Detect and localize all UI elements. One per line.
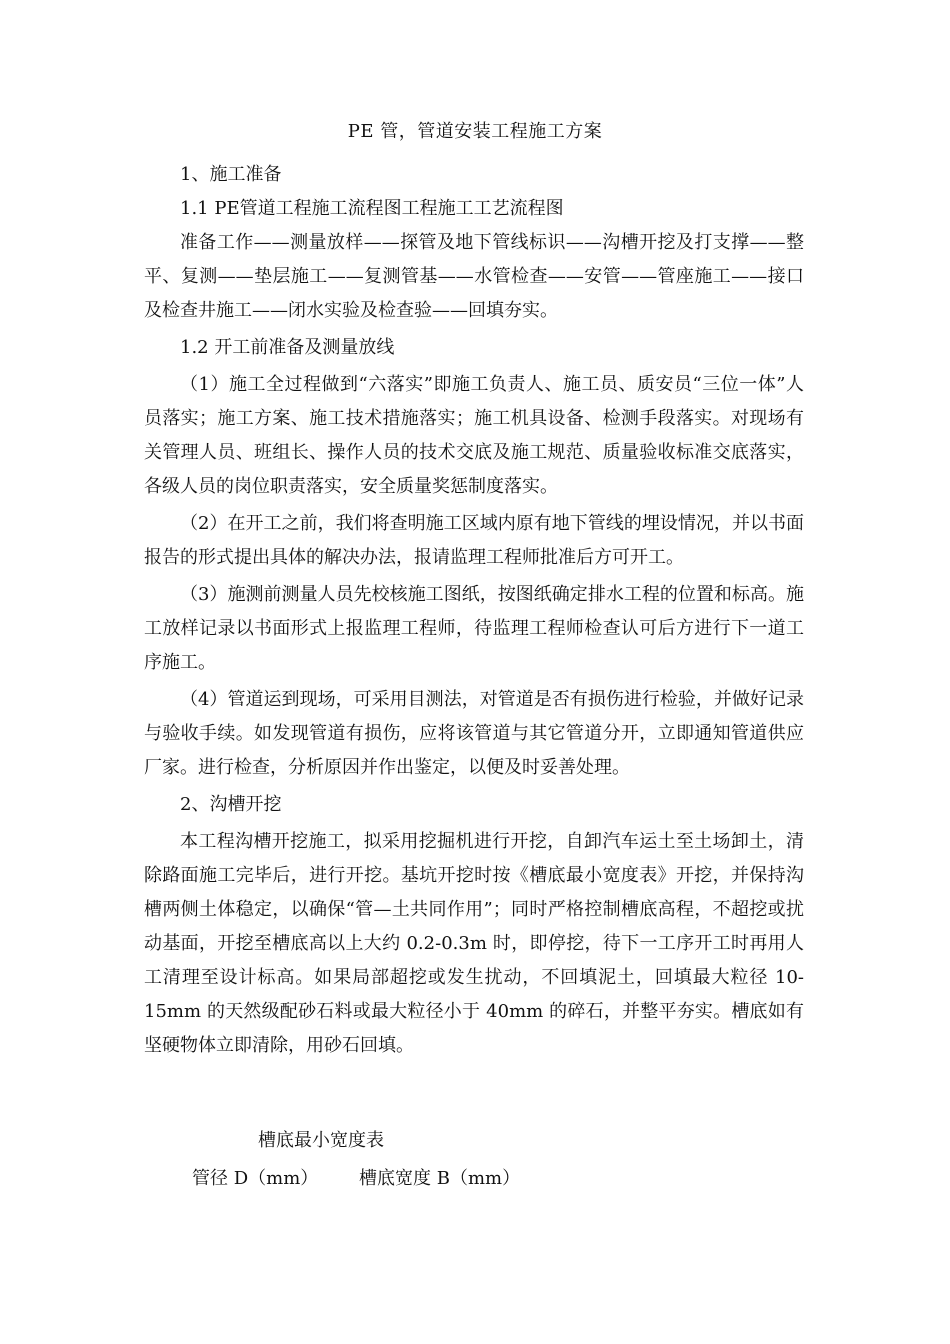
table-header-row [0,1166,950,1192]
subsection-heading-1-1: 1.1 PE管道工程施工流程图工程施工工艺流程图 [180,198,564,219]
section-heading-2: 2、沟槽开挖 [180,794,282,815]
table-header-pipe-diameter: 管径 D（mm） [192,1168,319,1189]
paragraph-item-1: （1）施工全过程做到“六落实”即施工负责人、施工员、质安员“三位一体”人员落实；施工方案、施工技术措施落实；施工机具设备、检测手段落实。对现场有关管理人员、班组长、操作人员的技术交底及施工规范、质量验收标准交底落实，各级人员的岗位职责落实，安全质量奖惩制度落实。 [144,374,804,497]
trench-excavation-paragraph: 本工程沟槽开挖施工，拟采用挖掘机进行开挖，自卸汽车运土至土场卸土，清除路面施工完毕后，进行开挖。基坑开挖时按《槽底最小宽度表》开挖，并保持沟槽两侧土体稳定，以确保“管—土共同作用”；同时严格控制槽底高程，不超挖或扰动基面，开挖至槽底高以上大约 0.2-0.3m 时，即停挖，待下一工序开工时再用人工清理至设计标高。如果局部超挖或发生扰动，不回填泥土，回填最大粒径 10-15mm 的天然级配砂石料或最大粒径小于 40mm 的碎石，并整平夯实。槽底如有坚硬物体立即清除，用砂石回填。 [144,831,804,1056]
document-body [144,158,804,1063]
paragraph-item-3: （3）施测前测量人员先校核施工图纸，按图纸确定排水工程的位置和标高。施工放样记录以书面形式上报监理工程师，待监理工程师检查认可后方进行下一道工序施工。 [144,584,804,673]
paragraph-item-2: （2）在开工之前，我们将查明施工区域内原有地下管线的埋设情况，并以书面报告的形式提出具体的解决办法，报请监理工程师批准后方可开工。 [144,513,804,568]
table-title: 槽底最小宽度表 [258,1130,384,1151]
process-flow-paragraph: 准备工作——测量放样——探管及地下管线标识——沟槽开挖及打支撑——整平、复测——垫层施工——复测管基——水管检查——安管——管座施工——接口及检查井施工——闭水实验及检查验——回填夯实。 [144,232,804,321]
table-header-trench-width: 槽底宽度 B（mm） [359,1168,521,1189]
paragraph-item-4: （4）管道运到现场，可采用目测法，对管道是否有损伤进行检验，并做好记录与验收手续。如发现管道有损伤，应将该管道与其它管道分开，立即通知管道供应厂家。进行检查，分析原因并作出鉴定，以便及时妥善处理。 [144,689,804,778]
section-heading-1: 1、施工准备 [180,164,282,185]
subsection-heading-1-2: 1.2 开工前准备及测量放线 [180,337,395,358]
document-title: PE 管，管道安装工程施工方案 [347,121,603,142]
